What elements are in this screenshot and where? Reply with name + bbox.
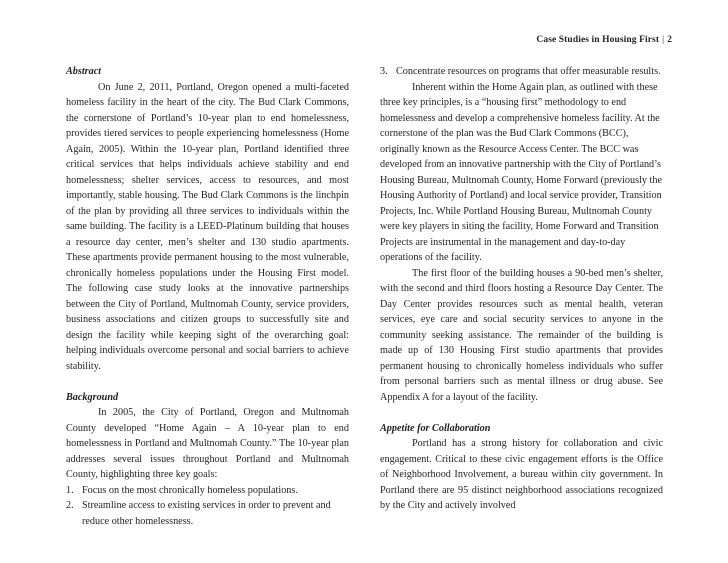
left-column xyxy=(66,64,349,529)
goals-list xyxy=(66,483,349,530)
page-number: 2 xyxy=(667,35,672,45)
background-heading: Background xyxy=(66,391,119,403)
list-text: Focus on the most chronically homeless populations. xyxy=(82,484,298,496)
list-number: 3. xyxy=(380,66,388,77)
goals-list-continued xyxy=(380,64,663,80)
right-column xyxy=(380,64,663,514)
background-text: In 2005, the City of Portland, Oregon and Multnomah County developed “Home Again – A 10-year plan to end homelessness in Portland and Multnomah County.” The 10-year plan addresses several issues throughout Portland and Multnomah County, highlighting three key goals: xyxy=(66,407,349,480)
list-text: Streamline access to existing services in order to prevent and reduce other homelessness. xyxy=(82,500,331,527)
spacer xyxy=(66,374,349,390)
list-number: 2. xyxy=(66,500,74,511)
list-item xyxy=(66,483,349,499)
spacer xyxy=(380,405,663,421)
header-title: Case Studies in Housing First xyxy=(536,35,660,45)
building-paragraph: The first floor of the building houses a 90-bed men’s shelter, with the second and third floors hosting a Resource Day Center. The Day Center provides resources such as mental health, veteran services, eye care and social security services to anyone in the community seeking assistance. The remainder of the building is made up of 130 Housing First studio apartments that provides permanent housing to chronically homeless individuals who suffer from personal barriers such as mental illness or drug abuse. See Appendix A for a layout of the facility. xyxy=(380,267,663,403)
abstract-heading: Abstract xyxy=(66,66,102,77)
collaboration-heading: Appetite for Collaboration xyxy=(380,422,491,434)
header-separator: | xyxy=(662,35,665,45)
page-header xyxy=(536,35,672,45)
housing-first-paragraph: Inherent within the Home Again plan, as outlined with these three key principles, is a “housing first” methodology to end homelessness and develop a comprehensive homeless facility. At the cornerstone of the plan was the Bud Clark Commons (BCC), originally known as the Resource Access Center. The BCC was developed from an innovative partnership with the City of Portland’s Housing Bureau, Multnomah County, Home Forward (previously the Housing Authority of Portland) and local service provider, Transition Projects, Inc. While Portland Housing Bureau, Multnomah County were key players in siting the facility, Home Forward and Transition Projects are instrumental in the management and day-to-day operations of the facility. xyxy=(380,81,663,263)
list-text: Concentrate resources on programs that offer measurable results. xyxy=(396,66,661,77)
list-item xyxy=(66,498,349,529)
list-number: 1. xyxy=(66,484,74,496)
collaboration-text: Portland has a strong history for collaboration and civic engagement. Critical to these civic engagement efforts is the Office of Neighborhood Involvement, a bureau within city government. In Portland there are 95 distinct neighborhood associations recognized by the City and actively involved xyxy=(380,438,663,511)
abstract-text: On June 2, 2011, Portland, Oregon opened a multi-faceted homeless facility in the heart of the city. The Bud Clark Commons, the cornerstone of Portland’s 10-year plan to end homelessness, provides tiered services to people experiencing homelessness (Home Again, 2005). Within the 10-year plan, Portland identified three critical services that helps individuals achieve stability and end homelessness; shelter services, access to resources, and most importantly, stable housing. The Bud Clark Commons is the linchpin of the plan by providing all three services to individuals within the same building. The facility is a LEED-Platinum building that houses a resource day center, men’s shelter and 130 studio apartments. These apartments provide permanent housing to the most vulnerable, chronically homeless populations under the Housing First model. The following case study looks at the innovative partnerships between the City of Portland, Multnomah County, service providers, business associations and citizen groups to successfully site and design the facility while keeping sight of the overarching goal: helping individuals overcome personal and social barriers to achieve stability. xyxy=(66,81,349,372)
list-item xyxy=(380,64,663,80)
